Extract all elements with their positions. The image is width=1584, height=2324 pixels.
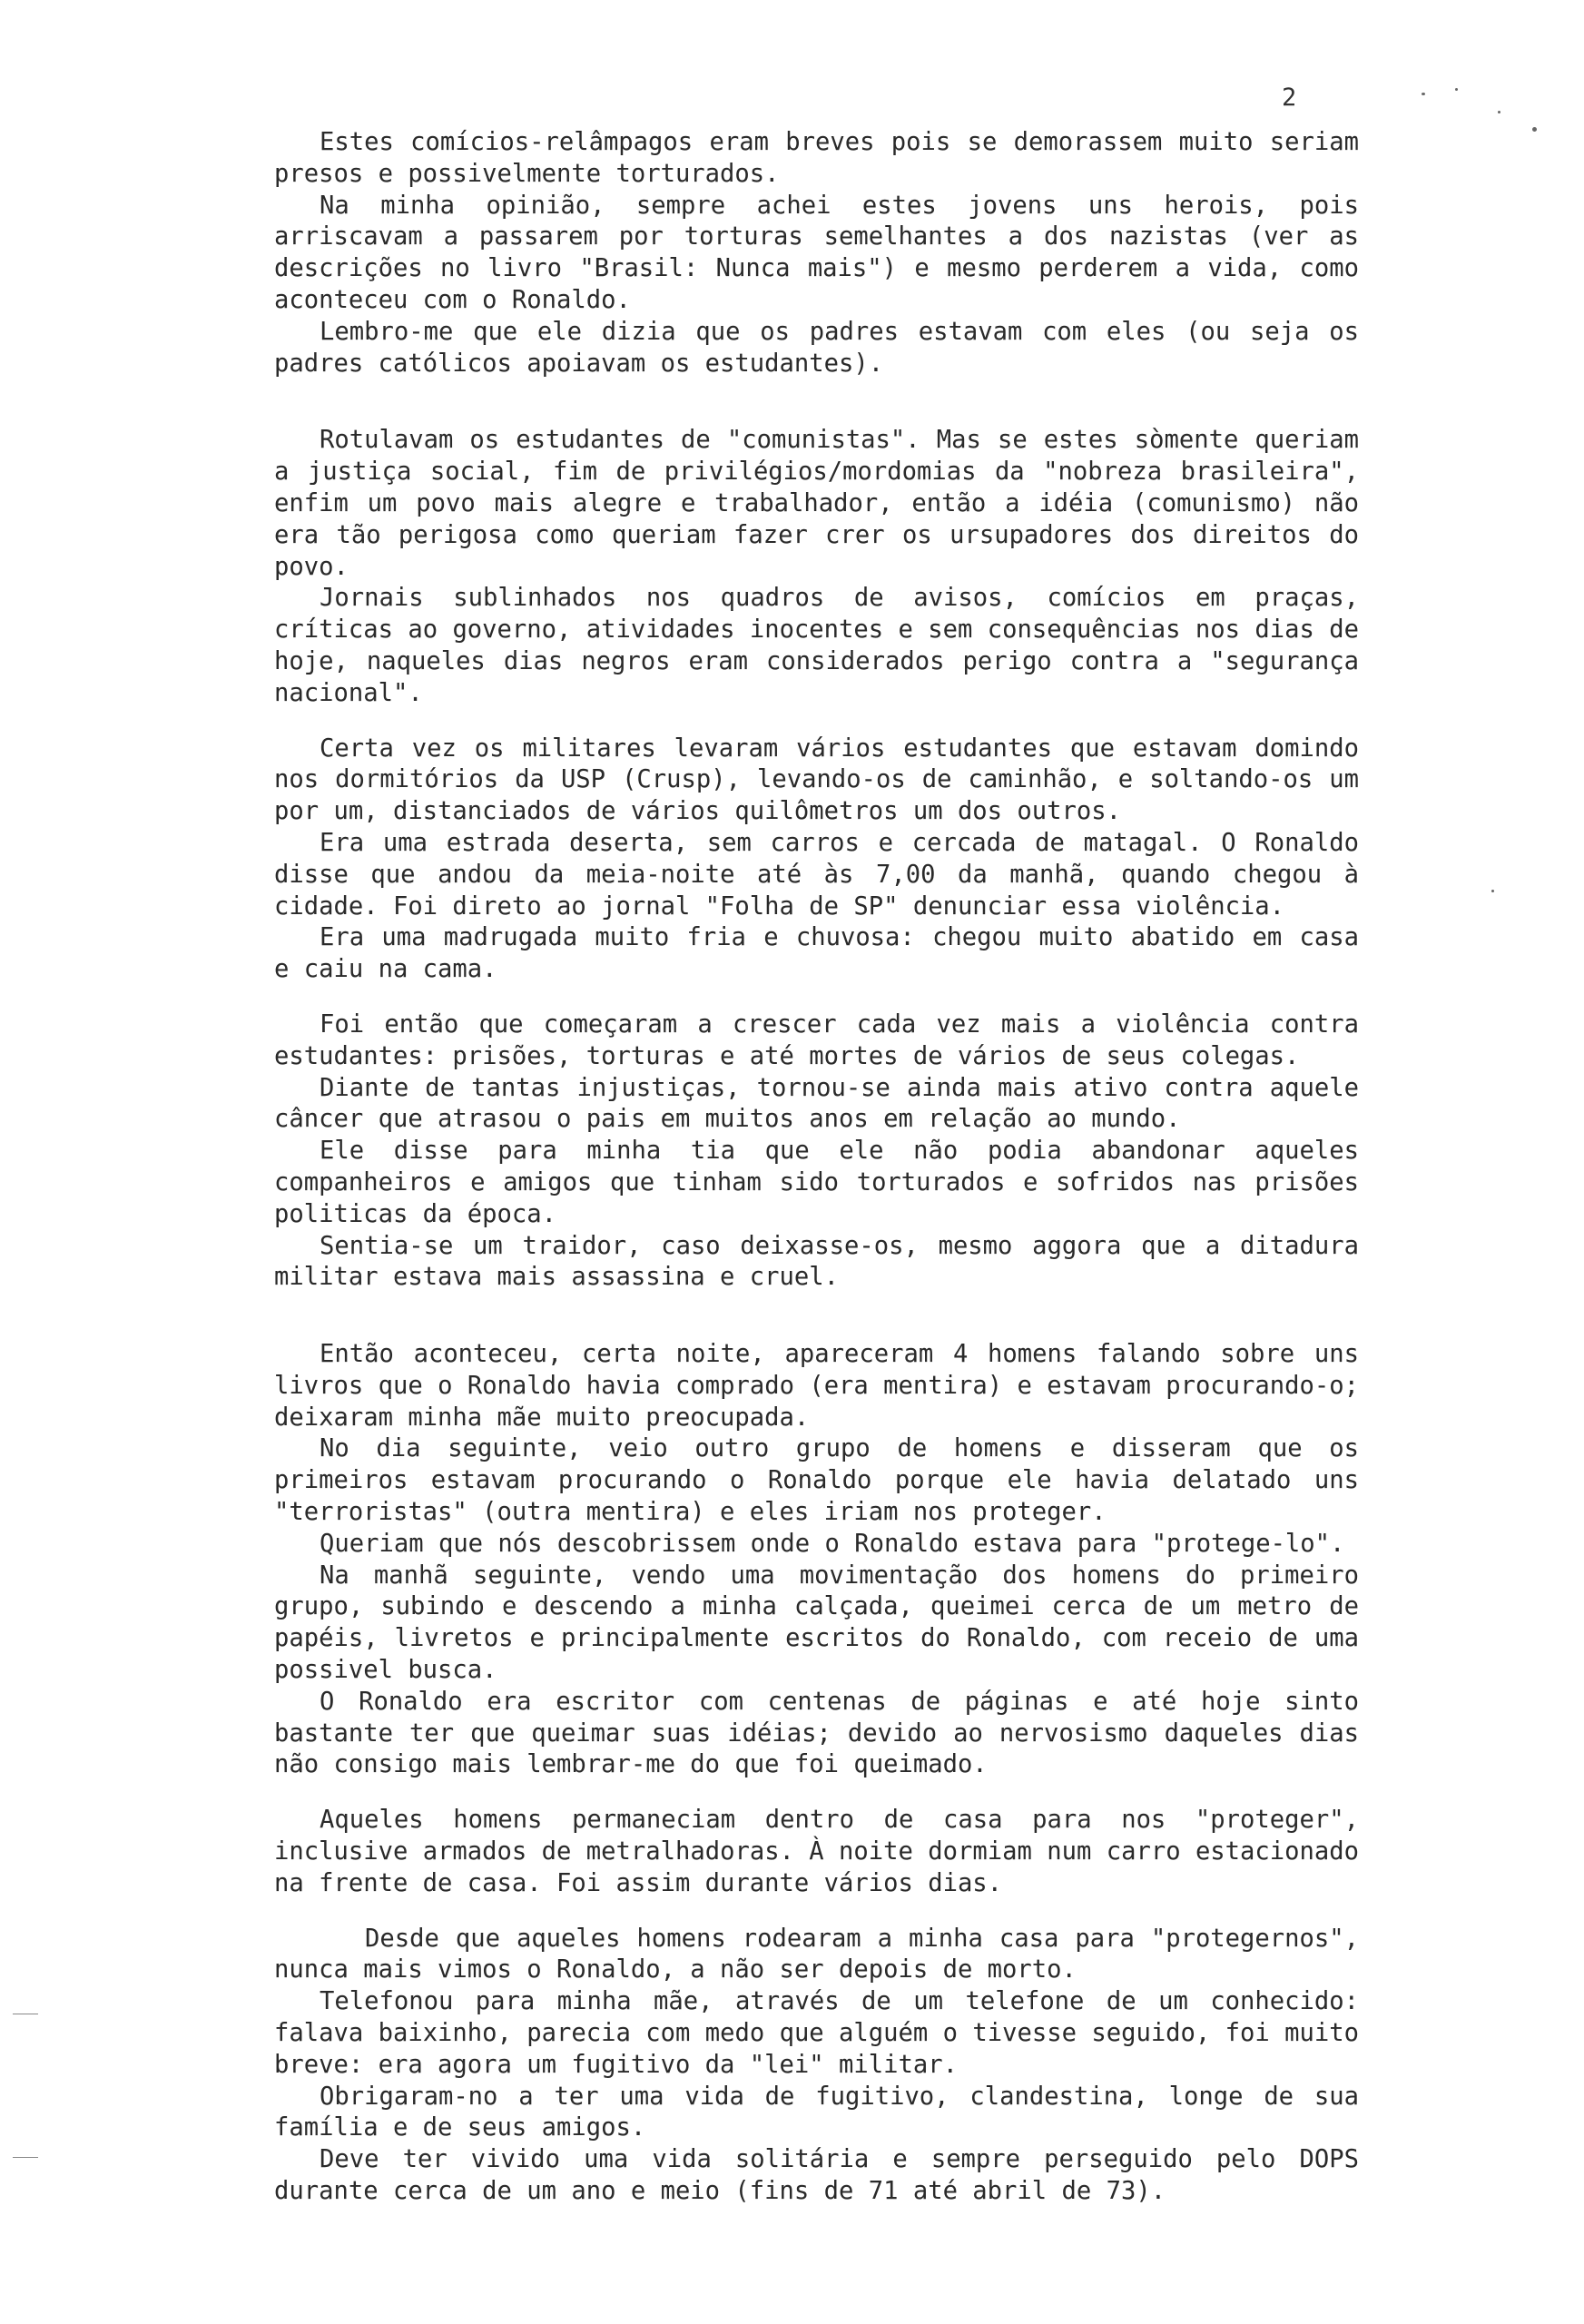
scan-speck	[1491, 890, 1494, 892]
paragraph: Então aconteceu, certa noite, apareceram 4 homens falando sobre uns livros que o Ronaldo havia comprado (era mentira) e estavam procurando-o; deixaram minha mãe muito preocupada.	[274, 1340, 1359, 1432]
page-number: 2	[1282, 84, 1297, 112]
paragraph: Era uma madrugada muito fria e chuvosa: chegou muito abatido em casa e caiu na cama.	[274, 923, 1359, 984]
scan-speck	[1498, 111, 1500, 113]
paragraph: Queriam que nós descobrissem onde o Ronaldo estava para "protege-lo".	[320, 1529, 1345, 1558]
paragraph: Foi então que começaram a crescer cada vez mais a violência contra estudantes: prisões, torturas e até mortes de vários de seus colegas.	[274, 1009, 1359, 1070]
paragraph: Telefonou para minha mãe, através de um telefone de um conhecido: falava baixinho, parecia com medo que alguém o tivesse seguido, foi muito breve: era agora um fugitivo da "lei" militar.	[274, 1987, 1359, 2079]
scan-speck	[1455, 88, 1458, 91]
paragraph: Sentia-se um traidor, caso deixasse-os, mesmo aggora que a ditadura militar estava mais assassina e cruel.	[274, 1231, 1359, 1292]
paragraph: Jornais sublinhados nos quadros de avisos, comícios em praças, críticas ao governo, atividades inocentes e sem consequências nos dias de hoje, naqueles dias negros eram considerados perigo contra a "segurança nacional".	[274, 584, 1359, 707]
paragraph: Ele disse para minha tia que ele não podia abandonar aqueles companheiros e amigos que tinham sido torturados e sofridos nas prisões politicas da época.	[274, 1137, 1359, 1228]
document-body	[274, 127, 1359, 2208]
paragraph: Deve ter vivido uma vida solitária e sempre perseguido pelo DOPS durante cerca de um ano e meio (fins de 71 até abril de 73).	[274, 2145, 1359, 2206]
paragraph: Rotulavam os estudantes de "comunistas". Mas se estes sòmente queriam a justiça social, fim de privilégios/mordomias da "nobreza brasileira", enfim um povo mais alegre e trabalhador, então a idéia (comunismo) não era tão perigosa como queriam fazer crer os ursupadores dos direitos do povo.	[274, 426, 1359, 581]
scan-speck	[1422, 93, 1425, 95]
margin-mark	[13, 2157, 38, 2158]
paragraph: Desde que aqueles homens rodearam a minha casa para "protegernos", nunca mais vimos o Ronaldo, a não ser depois de morto.	[274, 1924, 1359, 1984]
scan-speck	[1532, 127, 1537, 132]
paragraph: Lembro-me que ele dizia que os padres estavam com eles (ou seja os padres católicos apoiavam os estudantes).	[274, 317, 1359, 378]
paragraph: Era uma estrada deserta, sem carros e cercada de matagal. O Ronaldo disse que andou da meia-noite até às 7,00 da manhã, quando chegou à cidade. Foi direto ao jornal "Folha de SP" denunciar essa violência.	[274, 828, 1359, 921]
paragraph: Aqueles homens permaneciam dentro de casa para nos "proteger", inclusive armados de metralhadoras. À noite dormiam num carro estacionado na frente de casa. Foi assim durante vários dias.	[274, 1806, 1359, 1897]
paragraph: Na manhã seguinte, vendo uma movimentação dos homens do primeiro grupo, subindo e descendo a minha calçada, queimei cerca de um metro de papéis, livretos e principalmente escritos do Ronaldo, com receio de uma possivel busca.	[274, 1561, 1359, 1685]
paragraph: Diante de tantas injustiças, tornou-se ainda mais ativo contra aquele câncer que atrasou o pais em muitos anos em relação ao mundo.	[274, 1073, 1359, 1134]
paragraph: Na minha opinião, sempre achei estes jovens uns herois, pois arriscavam a passarem por torturas semelhantes a dos nazistas (ver as descrições no livro "Brasil: Nunca mais") e mesmo perderem a vida, como aconteceu com o Ronaldo.	[274, 191, 1359, 314]
paragraph: Estes comícios-relâmpagos eram breves pois se demorassem muito seriam presos e possivelmente torturados.	[274, 128, 1359, 188]
paragraph: Certa vez os militares levaram vários estudantes que estavam domindo nos dormitórios da USP (Crusp), levando-os de caminhão, e soltando-os um por um, distanciados de vários quilômetros um dos outros.	[274, 734, 1359, 826]
paragraph: Obrigaram-no a ter uma vida de fugitivo, clandestina, longe de sua família e de seus amigos.	[274, 2082, 1359, 2142]
paragraph: No dia seguinte, veio outro grupo de homens e disseram que os primeiros estavam procurando o Ronaldo porque ele havia delatado uns "terroristas" (outra mentira) e eles iriam nos proteger.	[274, 1434, 1359, 1527]
paragraph: O Ronaldo era escritor com centenas de páginas e até hoje sinto bastante ter que queimar suas idéias; devido ao nervosismo daqueles dias não consigo mais lembrar-me do que foi queimado.	[274, 1687, 1359, 1779]
